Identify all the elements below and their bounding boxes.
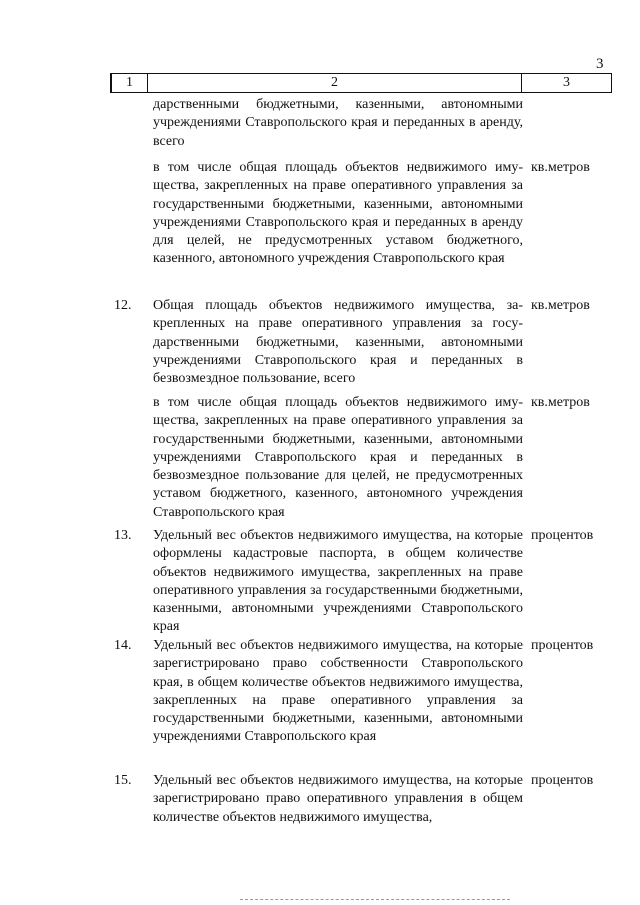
- table-header: [110, 73, 612, 93]
- row-description: Удельный вес объектов недвижимого имущества, на которые зарегистрировано право оперативного управления в общем количестве объектов недвижимого имущества,: [153, 773, 523, 825]
- row-unit: кв.метров: [531, 395, 590, 410]
- row-number: 12.: [114, 298, 132, 313]
- header-col-3: 3: [563, 75, 570, 90]
- row-unit: процентов: [531, 638, 594, 653]
- row-description: Удельный вес объектов недвижимого имущества, на которые оформлены кадастровые паспорта, в общем количестве объектов недвижимого имущества, закрепленных на праве оперативного управления за государственными бюджетными, казенными, автономными учреждениями Ставропольского края: [153, 528, 523, 635]
- header-col-2: 2: [148, 74, 522, 92]
- row-description: в том числе общая площадь объектов недвижимого имущества, закрепленных на праве оперативного управления за государственными бюджетными, казенными, автономными учреждениями Ставропольского края и переданных в аренду для целей, не предусмотренных уставом бюджетного, казенного, автономного учреждения Ставропольского края: [153, 160, 523, 267]
- row-number: 15.: [114, 773, 132, 788]
- row-unit: процентов: [531, 773, 594, 788]
- row-number: 14.: [114, 638, 132, 653]
- scan-edge-line: [240, 899, 510, 901]
- row-description: в том числе общая площадь объектов недвижимого имущества, закрепленных на праве оперативного управления за государственными бюджетными, казенными, автономными учреждениями Ставропольского края и переданных в безвозмездное пользование для целей, не предусмотренных уставом бюджетного, казенного, автономного учреждения Ставропольского края: [153, 395, 523, 520]
- row-description: Удельный вес объектов недвижимого имущества, на которые зарегистрировано право собственности Ставропольского края, в общем количестве объектов недвижимого имущества, закрепленных на праве оперативного управления за государственными бюджетными, казенными, автономными учреждениями Ставропольского края: [153, 638, 523, 745]
- header-col-1: 1: [112, 74, 148, 92]
- row-unit: процентов: [531, 528, 594, 543]
- row-unit: кв.метров: [531, 298, 590, 313]
- row-description: дарственными бюджетными, казенными, автономными учреждениями Ставропольского края и переданных в аренду, всего: [153, 97, 523, 149]
- row-number: 13.: [114, 528, 132, 543]
- row-unit: кв.метров: [531, 160, 590, 175]
- page-number: 3: [596, 56, 604, 72]
- row-description: Общая площадь объектов недвижимого имущества, закрепленных на праве оперативного управления за государственными бюджетными, казенными, автономными учреждениями Ставропольского края и переданных в безвозмездное пользование, всего: [153, 298, 523, 387]
